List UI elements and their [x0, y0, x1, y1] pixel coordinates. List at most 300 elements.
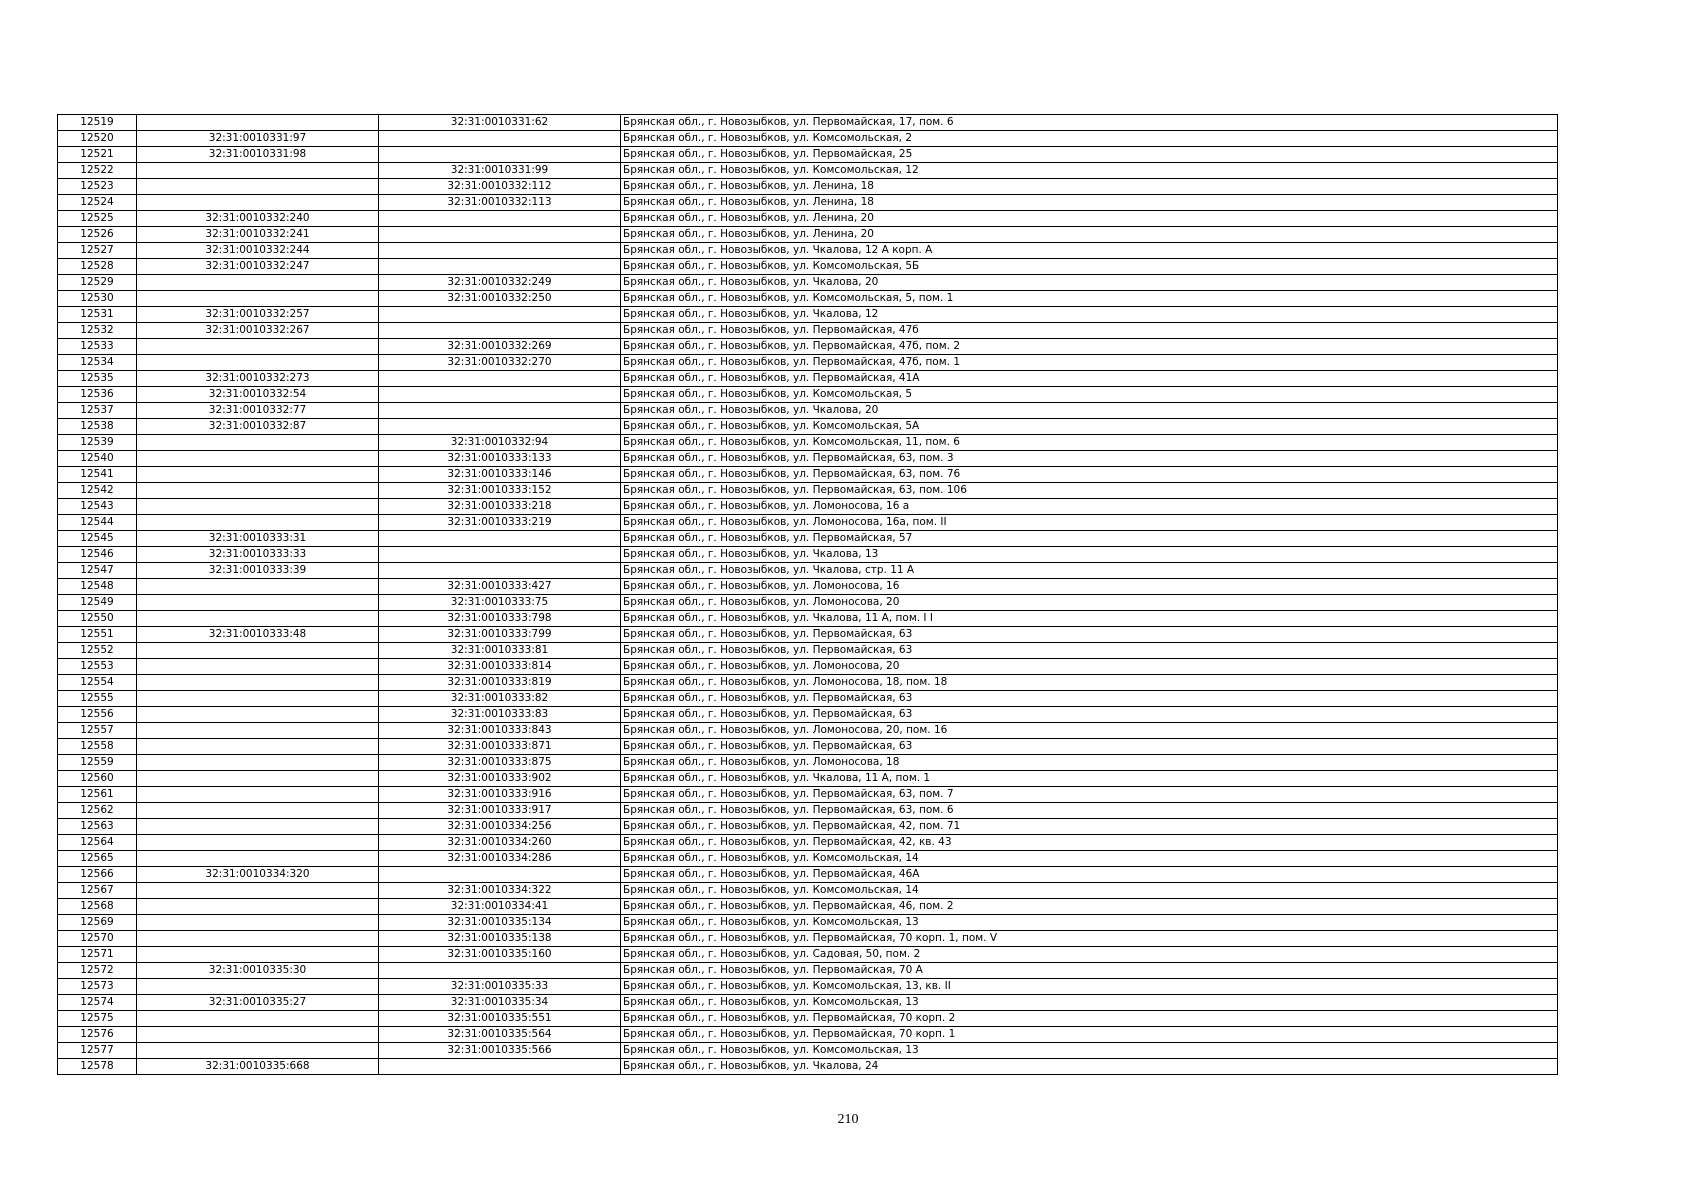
row-number-cell: 12557 — [58, 723, 137, 739]
table-row — [58, 835, 1558, 851]
table-row — [58, 547, 1558, 563]
address-cell: Брянская обл., г. Новозыбков, ул. Ленина, 20 — [621, 227, 1558, 243]
object-cadastral-number-cell: 32:31:0010333:219 — [379, 515, 621, 531]
table-row — [58, 403, 1558, 419]
address-cell: Брянская обл., г. Новозыбков, ул. Комсомольская, 5, пом. 1 — [621, 291, 1558, 307]
row-number-cell: 12539 — [58, 435, 137, 451]
address-cell: Брянская обл., г. Новозыбков, ул. Ломоносова, 16 а — [621, 499, 1558, 515]
table-row — [58, 323, 1558, 339]
object-cadastral-number-cell — [379, 227, 621, 243]
address-cell: Брянская обл., г. Новозыбков, ул. Первомайская, 41А — [621, 371, 1558, 387]
row-number-cell: 12574 — [58, 995, 137, 1011]
object-cadastral-number-cell: 32:31:0010332:94 — [379, 435, 621, 451]
object-cadastral-number-cell: 32:31:0010333:81 — [379, 643, 621, 659]
land-cadastral-number-cell — [137, 515, 379, 531]
address-cell: Брянская обл., г. Новозыбков, ул. Первомайская, 63 — [621, 627, 1558, 643]
table-row — [58, 211, 1558, 227]
row-number-cell: 12550 — [58, 611, 137, 627]
table-row — [58, 515, 1558, 531]
land-cadastral-number-cell — [137, 851, 379, 867]
object-cadastral-number-cell — [379, 867, 621, 883]
row-number-cell: 12565 — [58, 851, 137, 867]
land-cadastral-number-cell — [137, 499, 379, 515]
row-number-cell: 12554 — [58, 675, 137, 691]
table-row — [58, 659, 1558, 675]
object-cadastral-number-cell — [379, 371, 621, 387]
table-row — [58, 419, 1558, 435]
table-row — [58, 627, 1558, 643]
register-table — [57, 114, 1558, 1075]
land-cadastral-number-cell — [137, 787, 379, 803]
land-cadastral-number-cell: 32:31:0010332:77 — [137, 403, 379, 419]
land-cadastral-number-cell: 32:31:0010332:267 — [137, 323, 379, 339]
object-cadastral-number-cell: 32:31:0010335:566 — [379, 1043, 621, 1059]
address-cell: Брянская обл., г. Новозыбков, ул. Чкалова, 24 — [621, 1059, 1558, 1075]
row-number-cell: 12558 — [58, 739, 137, 755]
land-cadastral-number-cell — [137, 339, 379, 355]
table-row — [58, 755, 1558, 771]
address-cell: Брянская обл., г. Новозыбков, ул. Первомайская, 63, пом. 7 — [621, 787, 1558, 803]
row-number-cell: 12552 — [58, 643, 137, 659]
row-number-cell: 12556 — [58, 707, 137, 723]
row-number-cell: 12534 — [58, 355, 137, 371]
object-cadastral-number-cell: 32:31:0010333:843 — [379, 723, 621, 739]
address-cell: Брянская обл., г. Новозыбков, ул. Ленина, 20 — [621, 211, 1558, 227]
row-number-cell: 12543 — [58, 499, 137, 515]
object-cadastral-number-cell: 32:31:0010333:146 — [379, 467, 621, 483]
row-number-cell: 12569 — [58, 915, 137, 931]
table-row — [58, 851, 1558, 867]
object-cadastral-number-cell: 32:31:0010333:871 — [379, 739, 621, 755]
object-cadastral-number-cell: 32:31:0010332:250 — [379, 291, 621, 307]
object-cadastral-number-cell — [379, 403, 621, 419]
table-row — [58, 787, 1558, 803]
address-cell: Брянская обл., г. Новозыбков, ул. Чкалова, 20 — [621, 275, 1558, 291]
land-cadastral-number-cell — [137, 675, 379, 691]
land-cadastral-number-cell — [137, 931, 379, 947]
land-cadastral-number-cell: 32:31:0010332:241 — [137, 227, 379, 243]
address-cell: Брянская обл., г. Новозыбков, ул. Ломоносова, 16а, пом. II — [621, 515, 1558, 531]
table-row — [58, 451, 1558, 467]
object-cadastral-number-cell: 32:31:0010334:286 — [379, 851, 621, 867]
land-cadastral-number-cell — [137, 707, 379, 723]
land-cadastral-number-cell: 32:31:0010333:39 — [137, 563, 379, 579]
register-body — [58, 115, 1558, 1075]
address-cell: Брянская обл., г. Новозыбков, ул. Комсомольская, 5А — [621, 419, 1558, 435]
row-number-cell: 12533 — [58, 339, 137, 355]
address-cell: Брянская обл., г. Новозыбков, ул. Первомайская, 47б, пом. 1 — [621, 355, 1558, 371]
object-cadastral-number-cell: 32:31:0010331:99 — [379, 163, 621, 179]
address-cell: Брянская обл., г. Новозыбков, ул. Первомайская, 46А — [621, 867, 1558, 883]
object-cadastral-number-cell: 32:31:0010333:83 — [379, 707, 621, 723]
address-cell: Брянская обл., г. Новозыбков, ул. Чкалова, 13 — [621, 547, 1558, 563]
table-row — [58, 691, 1558, 707]
address-cell: Брянская обл., г. Новозыбков, ул. Чкалова, 12 — [621, 307, 1558, 323]
row-number-cell: 12529 — [58, 275, 137, 291]
land-cadastral-number-cell — [137, 163, 379, 179]
object-cadastral-number-cell: 32:31:0010333:133 — [379, 451, 621, 467]
address-cell: Брянская обл., г. Новозыбков, ул. Первомайская, 17, пом. 6 — [621, 115, 1558, 131]
land-cadastral-number-cell: 32:31:0010331:97 — [137, 131, 379, 147]
table-row — [58, 771, 1558, 787]
land-cadastral-number-cell — [137, 643, 379, 659]
row-number-cell: 12527 — [58, 243, 137, 259]
land-cadastral-number-cell — [137, 771, 379, 787]
object-cadastral-number-cell: 32:31:0010333:875 — [379, 755, 621, 771]
object-cadastral-number-cell: 32:31:0010335:138 — [379, 931, 621, 947]
land-cadastral-number-cell — [137, 739, 379, 755]
row-number-cell: 12523 — [58, 179, 137, 195]
table-row — [58, 915, 1558, 931]
object-cadastral-number-cell: 32:31:0010334:41 — [379, 899, 621, 915]
row-number-cell: 12555 — [58, 691, 137, 707]
address-cell: Брянская обл., г. Новозыбков, ул. Чкалова, 12 А корп. А — [621, 243, 1558, 259]
row-number-cell: 12553 — [58, 659, 137, 675]
row-number-cell: 12564 — [58, 835, 137, 851]
address-cell: Брянская обл., г. Новозыбков, ул. Чкалова, стр. 11 А — [621, 563, 1558, 579]
object-cadastral-number-cell: 32:31:0010335:564 — [379, 1027, 621, 1043]
table-row — [58, 179, 1558, 195]
land-cadastral-number-cell — [137, 659, 379, 675]
land-cadastral-number-cell: 32:31:0010332:247 — [137, 259, 379, 275]
row-number-cell: 12572 — [58, 963, 137, 979]
row-number-cell: 12568 — [58, 899, 137, 915]
address-cell: Брянская обл., г. Новозыбков, ул. Ломоносова, 16 — [621, 579, 1558, 595]
address-cell: Брянская обл., г. Новозыбков, ул. Первомайская, 47б, пом. 2 — [621, 339, 1558, 355]
address-cell: Брянская обл., г. Новозыбков, ул. Комсомольская, 13 — [621, 1043, 1558, 1059]
table-row — [58, 339, 1558, 355]
address-cell: Брянская обл., г. Новозыбков, ул. Комсомольская, 14 — [621, 883, 1558, 899]
row-number-cell: 12519 — [58, 115, 137, 131]
land-cadastral-number-cell — [137, 835, 379, 851]
row-number-cell: 12549 — [58, 595, 137, 611]
row-number-cell: 12535 — [58, 371, 137, 387]
table-row — [58, 163, 1558, 179]
land-cadastral-number-cell: 32:31:0010335:30 — [137, 963, 379, 979]
table-row — [58, 803, 1558, 819]
table-row — [58, 531, 1558, 547]
land-cadastral-number-cell — [137, 883, 379, 899]
object-cadastral-number-cell: 32:31:0010333:798 — [379, 611, 621, 627]
row-number-cell: 12575 — [58, 1011, 137, 1027]
object-cadastral-number-cell — [379, 531, 621, 547]
table-row — [58, 1059, 1558, 1075]
object-cadastral-number-cell — [379, 131, 621, 147]
address-cell: Брянская обл., г. Новозыбков, ул. Ломоносова, 18, пом. 18 — [621, 675, 1558, 691]
address-cell: Брянская обл., г. Новозыбков, ул. Ленина, 18 — [621, 195, 1558, 211]
land-cadastral-number-cell: 32:31:0010331:98 — [137, 147, 379, 163]
table-row — [58, 931, 1558, 947]
row-number-cell: 12520 — [58, 131, 137, 147]
row-number-cell: 12548 — [58, 579, 137, 595]
object-cadastral-number-cell: 32:31:0010333:427 — [379, 579, 621, 595]
table-row — [58, 371, 1558, 387]
row-number-cell: 12566 — [58, 867, 137, 883]
address-cell: Брянская обл., г. Новозыбков, ул. Первомайская, 70 корп. 1 — [621, 1027, 1558, 1043]
object-cadastral-number-cell: 32:31:0010335:551 — [379, 1011, 621, 1027]
land-cadastral-number-cell — [137, 483, 379, 499]
table-row — [58, 867, 1558, 883]
address-cell: Брянская обл., г. Новозыбков, ул. Ломоносова, 18 — [621, 755, 1558, 771]
row-number-cell: 12551 — [58, 627, 137, 643]
row-number-cell: 12561 — [58, 787, 137, 803]
land-cadastral-number-cell: 32:31:0010332:273 — [137, 371, 379, 387]
row-number-cell: 12563 — [58, 819, 137, 835]
object-cadastral-number-cell: 32:31:0010333:218 — [379, 499, 621, 515]
address-cell: Брянская обл., г. Новозыбков, ул. Комсомольская, 14 — [621, 851, 1558, 867]
land-cadastral-number-cell — [137, 611, 379, 627]
row-number-cell: 12528 — [58, 259, 137, 275]
row-number-cell: 12526 — [58, 227, 137, 243]
land-cadastral-number-cell — [137, 1043, 379, 1059]
land-cadastral-number-cell — [137, 467, 379, 483]
object-cadastral-number-cell — [379, 147, 621, 163]
object-cadastral-number-cell: 32:31:0010335:33 — [379, 979, 621, 995]
table-row — [58, 963, 1558, 979]
row-number-cell: 12560 — [58, 771, 137, 787]
row-number-cell: 12577 — [58, 1043, 137, 1059]
land-cadastral-number-cell — [137, 355, 379, 371]
land-cadastral-number-cell — [137, 291, 379, 307]
land-cadastral-number-cell — [137, 915, 379, 931]
page-number: 210 — [837, 1112, 859, 1127]
land-cadastral-number-cell: 32:31:0010332:54 — [137, 387, 379, 403]
table-row — [58, 995, 1558, 1011]
address-cell: Брянская обл., г. Новозыбков, ул. Первомайская, 46, пом. 2 — [621, 899, 1558, 915]
land-cadastral-number-cell — [137, 275, 379, 291]
address-cell: Брянская обл., г. Новозыбков, ул. Ломоносова, 20 — [621, 659, 1558, 675]
land-cadastral-number-cell: 32:31:0010333:33 — [137, 547, 379, 563]
table-row — [58, 1043, 1558, 1059]
address-cell: Брянская обл., г. Новозыбков, ул. Комсомольская, 2 — [621, 131, 1558, 147]
table-row — [58, 259, 1558, 275]
land-cadastral-number-cell — [137, 803, 379, 819]
row-number-cell: 12540 — [58, 451, 137, 467]
row-number-cell: 12538 — [58, 419, 137, 435]
row-number-cell: 12541 — [58, 467, 137, 483]
table-row — [58, 307, 1558, 323]
object-cadastral-number-cell — [379, 323, 621, 339]
address-cell: Брянская обл., г. Новозыбков, ул. Комсомольская, 13, кв. II — [621, 979, 1558, 995]
row-number-cell: 12525 — [58, 211, 137, 227]
table-row — [58, 131, 1558, 147]
object-cadastral-number-cell: 32:31:0010332:249 — [379, 275, 621, 291]
object-cadastral-number-cell — [379, 243, 621, 259]
table-row — [58, 739, 1558, 755]
table-row — [58, 483, 1558, 499]
address-cell: Брянская обл., г. Новозыбков, ул. Первомайская, 25 — [621, 147, 1558, 163]
object-cadastral-number-cell: 32:31:0010334:256 — [379, 819, 621, 835]
land-cadastral-number-cell: 32:31:0010332:240 — [137, 211, 379, 227]
object-cadastral-number-cell: 32:31:0010333:814 — [379, 659, 621, 675]
row-number-cell: 12571 — [58, 947, 137, 963]
object-cadastral-number-cell: 32:31:0010333:152 — [379, 483, 621, 499]
address-cell: Брянская обл., г. Новозыбков, ул. Чкалова, 11 А, пом. I I — [621, 611, 1558, 627]
land-cadastral-number-cell — [137, 819, 379, 835]
row-number-cell: 12559 — [58, 755, 137, 771]
row-number-cell: 12567 — [58, 883, 137, 899]
table-row — [58, 643, 1558, 659]
land-cadastral-number-cell — [137, 1027, 379, 1043]
object-cadastral-number-cell: 32:31:0010332:113 — [379, 195, 621, 211]
object-cadastral-number-cell — [379, 419, 621, 435]
table-row — [58, 227, 1558, 243]
land-cadastral-number-cell: 32:31:0010332:244 — [137, 243, 379, 259]
address-cell: Брянская обл., г. Новозыбков, ул. Садовая, 50, пом. 2 — [621, 947, 1558, 963]
address-cell: Брянская обл., г. Новозыбков, ул. Первомайская, 63 — [621, 739, 1558, 755]
land-cadastral-number-cell — [137, 195, 379, 211]
table-row — [58, 387, 1558, 403]
table-row — [58, 579, 1558, 595]
row-number-cell: 12578 — [58, 1059, 137, 1075]
address-cell: Брянская обл., г. Новозыбков, ул. Ломоносова, 20 — [621, 595, 1558, 611]
address-cell: Брянская обл., г. Новозыбков, ул. Комсомольская, 11, пом. 6 — [621, 435, 1558, 451]
table-row — [58, 723, 1558, 739]
land-cadastral-number-cell — [137, 1011, 379, 1027]
address-cell: Брянская обл., г. Новозыбков, ул. Первомайская, 63 — [621, 707, 1558, 723]
object-cadastral-number-cell: 32:31:0010333:819 — [379, 675, 621, 691]
address-cell: Брянская обл., г. Новозыбков, ул. Первомайская, 63, пом. 76 — [621, 467, 1558, 483]
object-cadastral-number-cell: 32:31:0010335:34 — [379, 995, 621, 1011]
object-cadastral-number-cell — [379, 563, 621, 579]
land-cadastral-number-cell — [137, 451, 379, 467]
row-number-cell: 12521 — [58, 147, 137, 163]
land-cadastral-number-cell: 32:31:0010332:257 — [137, 307, 379, 323]
object-cadastral-number-cell — [379, 547, 621, 563]
land-cadastral-number-cell: 32:31:0010335:668 — [137, 1059, 379, 1075]
table-row — [58, 1027, 1558, 1043]
row-number-cell: 12570 — [58, 931, 137, 947]
land-cadastral-number-cell — [137, 899, 379, 915]
row-number-cell: 12573 — [58, 979, 137, 995]
table-row — [58, 563, 1558, 579]
table-row — [58, 883, 1558, 899]
row-number-cell: 12562 — [58, 803, 137, 819]
row-number-cell: 12545 — [58, 531, 137, 547]
object-cadastral-number-cell: 32:31:0010332:270 — [379, 355, 621, 371]
address-cell: Брянская обл., г. Новозыбков, ул. Ленина, 18 — [621, 179, 1558, 195]
object-cadastral-number-cell: 32:31:0010333:902 — [379, 771, 621, 787]
table-row — [58, 499, 1558, 515]
row-number-cell: 12576 — [58, 1027, 137, 1043]
address-cell: Брянская обл., г. Новозыбков, ул. Комсомольская, 13 — [621, 915, 1558, 931]
land-cadastral-number-cell — [137, 579, 379, 595]
land-cadastral-number-cell: 32:31:0010333:48 — [137, 627, 379, 643]
object-cadastral-number-cell: 32:31:0010334:260 — [379, 835, 621, 851]
table-row — [58, 1011, 1558, 1027]
address-cell: Брянская обл., г. Новозыбков, ул. Первомайская, 42, пом. 71 — [621, 819, 1558, 835]
table-row — [58, 147, 1558, 163]
object-cadastral-number-cell — [379, 259, 621, 275]
table-row — [58, 275, 1558, 291]
table-row — [58, 291, 1558, 307]
table-row — [58, 979, 1558, 995]
land-cadastral-number-cell — [137, 755, 379, 771]
address-cell: Брянская обл., г. Новозыбков, ул. Первомайская, 70 корп. 1, пом. V — [621, 931, 1558, 947]
address-cell: Брянская обл., г. Новозыбков, ул. Первомайская, 70 А — [621, 963, 1558, 979]
object-cadastral-number-cell — [379, 211, 621, 227]
address-cell: Брянская обл., г. Новозыбков, ул. Первомайская, 63, пом. 6 — [621, 803, 1558, 819]
land-cadastral-number-cell — [137, 979, 379, 995]
row-number-cell: 12530 — [58, 291, 137, 307]
object-cadastral-number-cell: 32:31:0010333:75 — [379, 595, 621, 611]
row-number-cell: 12537 — [58, 403, 137, 419]
row-number-cell: 12544 — [58, 515, 137, 531]
land-cadastral-number-cell — [137, 115, 379, 131]
table-row — [58, 243, 1558, 259]
object-cadastral-number-cell: 32:31:0010331:62 — [379, 115, 621, 131]
land-cadastral-number-cell: 32:31:0010333:31 — [137, 531, 379, 547]
address-cell: Брянская обл., г. Новозыбков, ул. Чкалова, 11 А, пом. 1 — [621, 771, 1558, 787]
row-number-cell: 12524 — [58, 195, 137, 211]
land-cadastral-number-cell — [137, 435, 379, 451]
object-cadastral-number-cell — [379, 963, 621, 979]
object-cadastral-number-cell: 32:31:0010333:799 — [379, 627, 621, 643]
table-row — [58, 595, 1558, 611]
object-cadastral-number-cell: 32:31:0010335:134 — [379, 915, 621, 931]
table-row — [58, 355, 1558, 371]
address-cell: Брянская обл., г. Новозыбков, ул. Комсомольская, 5Б — [621, 259, 1558, 275]
row-number-cell: 12522 — [58, 163, 137, 179]
object-cadastral-number-cell — [379, 387, 621, 403]
table-row — [58, 899, 1558, 915]
row-number-cell: 12547 — [58, 563, 137, 579]
table-row — [58, 675, 1558, 691]
land-cadastral-number-cell — [137, 947, 379, 963]
address-cell: Брянская обл., г. Новозыбков, ул. Первомайская, 57 — [621, 531, 1558, 547]
address-cell: Брянская обл., г. Новозыбков, ул. Первомайская, 63, пом. 3 — [621, 451, 1558, 467]
row-number-cell: 12532 — [58, 323, 137, 339]
address-cell: Брянская обл., г. Новозыбков, ул. Первомайская, 42, кв. 43 — [621, 835, 1558, 851]
object-cadastral-number-cell: 32:31:0010333:917 — [379, 803, 621, 819]
table-row — [58, 947, 1558, 963]
object-cadastral-number-cell: 32:31:0010334:322 — [379, 883, 621, 899]
object-cadastral-number-cell: 32:31:0010333:82 — [379, 691, 621, 707]
land-cadastral-number-cell: 32:31:0010334:320 — [137, 867, 379, 883]
address-cell: Брянская обл., г. Новозыбков, ул. Первомайская, 63 — [621, 643, 1558, 659]
address-cell: Брянская обл., г. Новозыбков, ул. Первомайская, 70 корп. 2 — [621, 1011, 1558, 1027]
address-cell: Брянская обл., г. Новозыбков, ул. Чкалова, 20 — [621, 403, 1558, 419]
row-number-cell: 12546 — [58, 547, 137, 563]
address-cell: Брянская обл., г. Новозыбков, ул. Первомайская, 63 — [621, 691, 1558, 707]
table-row — [58, 611, 1558, 627]
object-cadastral-number-cell: 32:31:0010333:916 — [379, 787, 621, 803]
land-cadastral-number-cell — [137, 179, 379, 195]
address-cell: Брянская обл., г. Новозыбков, ул. Комсомольская, 13 — [621, 995, 1558, 1011]
table-row — [58, 467, 1558, 483]
table-row — [58, 115, 1558, 131]
row-number-cell: 12531 — [58, 307, 137, 323]
address-cell: Брянская обл., г. Новозыбков, ул. Комсомольская, 5 — [621, 387, 1558, 403]
land-cadastral-number-cell — [137, 723, 379, 739]
land-cadastral-number-cell — [137, 595, 379, 611]
object-cadastral-number-cell: 32:31:0010332:112 — [379, 179, 621, 195]
land-cadastral-number-cell: 32:31:0010335:27 — [137, 995, 379, 1011]
row-number-cell: 12536 — [58, 387, 137, 403]
address-cell: Брянская обл., г. Новозыбков, ул. Первомайская, 47б — [621, 323, 1558, 339]
address-cell: Брянская обл., г. Новозыбков, ул. Ломоносова, 20, пом. 16 — [621, 723, 1558, 739]
object-cadastral-number-cell — [379, 1059, 621, 1075]
land-cadastral-number-cell — [137, 691, 379, 707]
table-row — [58, 195, 1558, 211]
object-cadastral-number-cell: 32:31:0010332:269 — [379, 339, 621, 355]
address-cell: Брянская обл., г. Новозыбков, ул. Первомайская, 63, пом. 106 — [621, 483, 1558, 499]
address-cell: Брянская обл., г. Новозыбков, ул. Комсомольская, 12 — [621, 163, 1558, 179]
object-cadastral-number-cell — [379, 307, 621, 323]
table-row — [58, 819, 1558, 835]
object-cadastral-number-cell: 32:31:0010335:160 — [379, 947, 621, 963]
table-row — [58, 435, 1558, 451]
